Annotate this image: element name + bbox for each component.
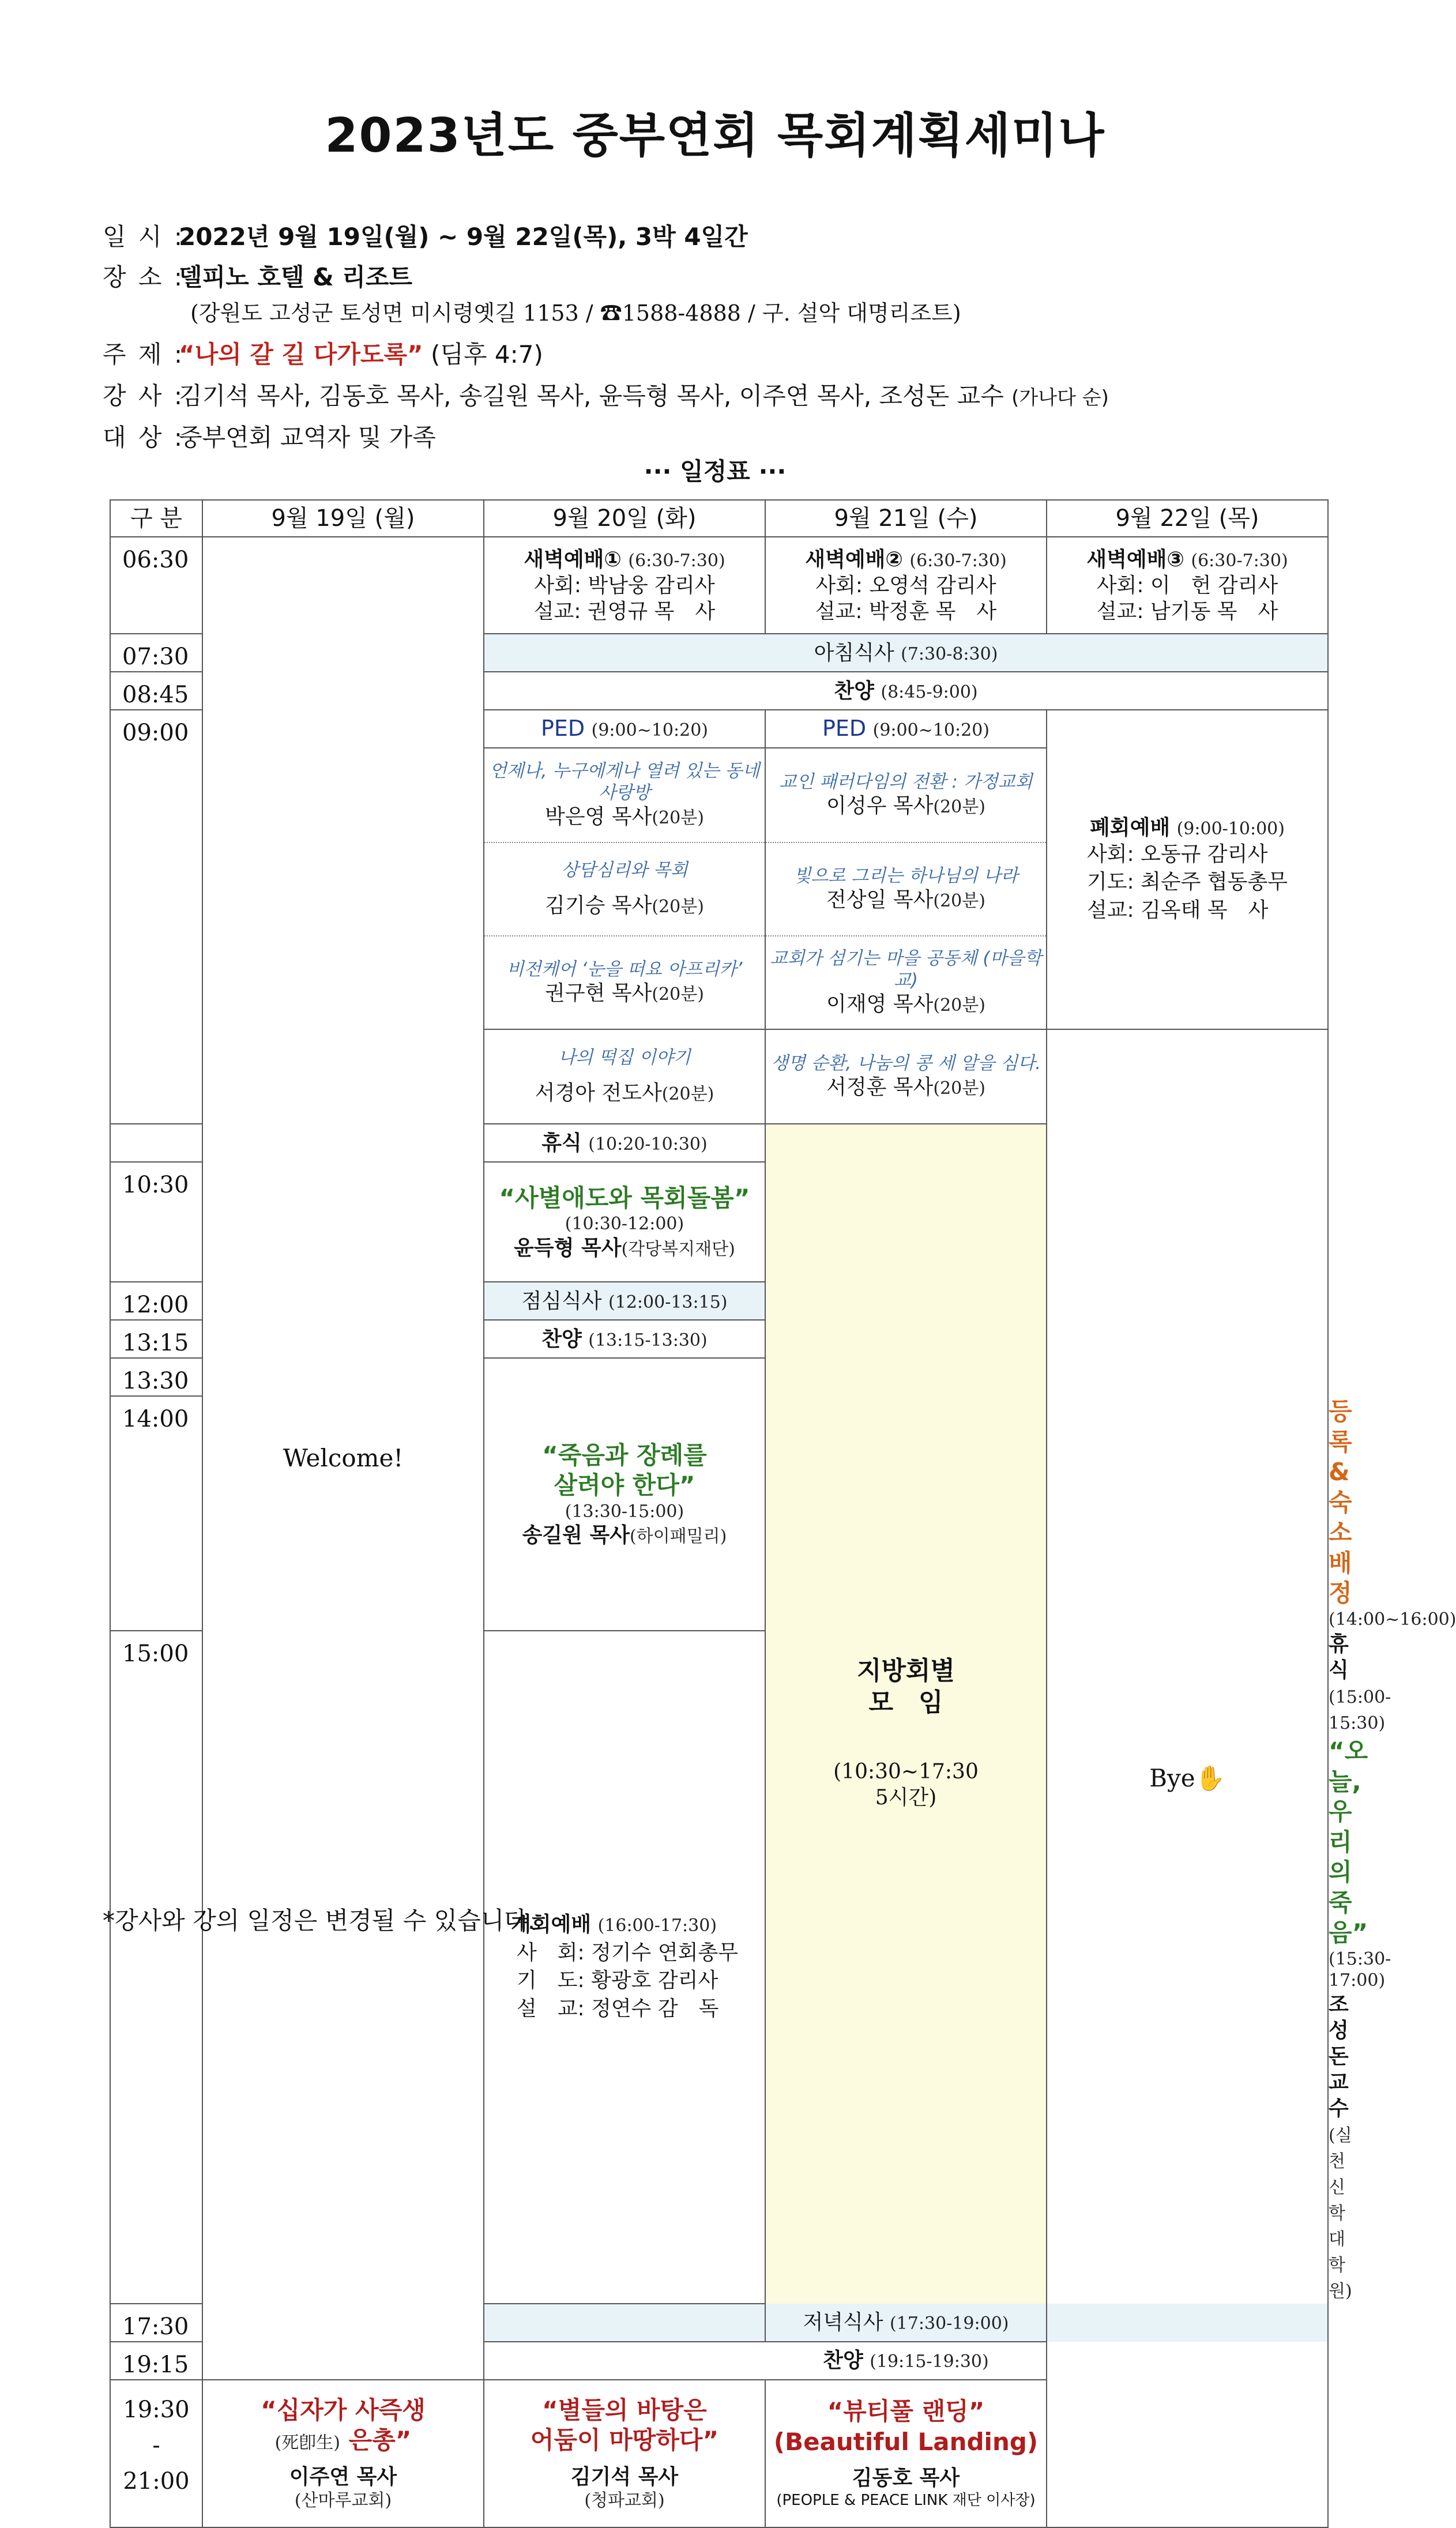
ped-session: 빛으로 그리는 하나님의 나라 전상일 목사(20분): [765, 842, 1047, 936]
ped-header-right: PED (9:00~10:20): [765, 710, 1047, 748]
praise-cell: 찬양 (8:45-9:00): [484, 672, 1328, 710]
time-cell: 13:15: [110, 1320, 202, 1358]
praise-cell: 찬양 (13:15-13:30): [484, 1320, 765, 1358]
info-date: 일 시 :2022년 9월 19일(월) ~ 9월 22일(목), 3박 4일간: [103, 223, 748, 251]
lecture-1: “사별애도와 목회돌봄” (10:30-12:00) 윤득형 목사(각당복지재단): [484, 1162, 765, 1282]
header-division: 구 분: [110, 500, 202, 537]
time-cell: 19:15: [110, 2342, 202, 2380]
lunch-cell: 점심식사 (12:00-13:15): [484, 1282, 765, 1320]
bye-cell: Bye✋: [1047, 1029, 1328, 2527]
table-row: 14:00 등록 & 숙소 배정 (14:00~16:00): [110, 1396, 1328, 1631]
time-cell: 07:30: [110, 634, 202, 672]
time-cell: 09:00: [110, 710, 202, 1124]
dinner-cell: 저녁식사 (17:30-19:00): [484, 2304, 1328, 2342]
ped-session: 상담심리와 목회 김기승 목사(20분): [484, 842, 765, 936]
dawn-service-3: 새벽예배③ (6:30-7:30) 사회: 이 헌 감리사 설교: 남기동 목 사: [1047, 537, 1328, 634]
ped-session: 나의 떡집 이야기 서경아 전도사(20분): [484, 1029, 765, 1124]
time-cell: 08:45: [110, 672, 202, 710]
praise-cell: 찬양 (19:15-19:30): [484, 2342, 1328, 2380]
schedule-table: [110, 499, 1456, 2528]
time-cell: 19:30 - 21:00: [110, 2380, 202, 2527]
time-cell: 13:30: [110, 1358, 202, 1396]
table-header-row: [110, 500, 1328, 537]
time-cell: 17:30: [110, 2304, 202, 2342]
lecture-2: “죽음과 장례를 살려야 한다” (13:30-15:00) 송길원 목사(하이패밀리): [484, 1358, 765, 1631]
info-theme: 주 제 :“나의 갈 길 다가도록” (딤후 4:7): [103, 340, 543, 368]
ped-session: 교인 패러다임의 전환 : 가정교회 이성우 목사(20분): [765, 748, 1047, 842]
ped-session: 생명 순환, 나눔의 콩 세 알을 심다. 서정훈 목사(20분): [765, 1029, 1047, 1124]
dawn-service-1: 새벽예배① (6:30-7:30) 사회: 박남웅 감리사 설교: 권영규 목 사: [484, 537, 765, 634]
page-title: 2023년도 중부연회 목회계획세미나: [325, 108, 1105, 163]
info-target: 대 상 :중부연회 교역자 및 가족: [103, 423, 436, 452]
table-row: [110, 537, 1328, 634]
time-cell: 06:30: [110, 537, 202, 634]
schedule-heading: ··· 일정표 ···: [644, 457, 787, 486]
welcome-cell: Welcome!: [202, 537, 484, 2380]
time-cell: 10:30: [110, 1162, 202, 1282]
ped-header-left: PED (9:00~10:20): [484, 710, 765, 748]
ped-session: 언제나, 누구에게나 열려 있는 동네 사랑방 박은영 목사(20분): [484, 748, 765, 842]
table-row: 15:00 개회예배 (16:00-17:30) 사 회: 정기수 연회총무 기 도: 황광호 감리사 설 교: 정연수 감 독 휴식 (15:00-15:30): [110, 1631, 1328, 1736]
dawn-service-2: 새벽예배② (6:30-7:30) 사회: 오영석 감리사 설교: 박정훈 목 사: [765, 537, 1047, 634]
time-cell: 14:00: [110, 1396, 202, 1631]
footnote: *강사와 강의 일정은 변경될 수 있습니다.: [103, 1906, 536, 1935]
info-speakers: 강 사 :김기석 목사, 김동호 목사, 송길원 목사, 윤득형 목사, 이주연 목사, 조성돈 교수 (가나다 순): [103, 382, 1109, 410]
district-meeting-cell: 지방회별 모 임 (10:30~17:30 5시간): [765, 1124, 1047, 2342]
header-day2: 9월 20일 (화): [484, 500, 765, 537]
time-cell: [110, 1124, 202, 1162]
time-cell: 12:00: [110, 1282, 202, 1320]
time-cell: 15:00: [110, 1631, 202, 2304]
break-cell: 휴식 (10:20-10:30): [484, 1124, 765, 1162]
evening-lecture-2: “별들의 바탕은 어둠이 마땅하다” 김기석 목사 (청파교회): [484, 2380, 765, 2527]
ped-session: 비전케어 ‘눈을 떠요 아프리카’ 권구현 목사(20분): [484, 936, 765, 1029]
header-day4: 9월 22일 (목): [1047, 500, 1328, 537]
info-place: 장 소 :델피노 호텔 & 리조트: [103, 263, 413, 291]
table-row: “오늘, 우리의 죽음” (15:30-17:00) 조성돈 교수(실천신학대학원): [1329, 1737, 1391, 2301]
breakfast-cell: 아침식사 (7:30-8:30): [484, 634, 1328, 672]
ped-session: 교회가 섬기는 마을 공동체 (마을학교) 이재영 목사(20분): [765, 936, 1047, 1029]
opening-service-cell: 개회예배 (16:00-17:30) 사 회: 정기수 연회총무 기 도: 황광호 감리사 설 교: 정연수 감 독: [484, 1631, 765, 2304]
header-day3: 9월 21일 (수): [765, 500, 1047, 537]
evening-lecture-3: “뷰티풀 랜딩” (Beautiful Landing) 김동호 목사 (PEOPLE & PEACE LINK 재단 이사장): [765, 2380, 1047, 2527]
closing-service-cell: 폐회예배 (9:00-10:00) 사회: 오동규 감리사 기도: 최순주 협동총무 설교: 김옥태 목 사: [1047, 710, 1328, 1029]
header-day1: 9월 19일 (월): [202, 500, 484, 537]
info-place-address: (강원도 고성군 토성면 미시령옛길 1153 / ☎1588-4888 / 구. 설악 대명리조트): [190, 300, 961, 326]
evening-lecture-1: “십자가 사즉생 (死卽生) 은총” 이주연 목사 (산마루교회): [202, 2380, 484, 2527]
